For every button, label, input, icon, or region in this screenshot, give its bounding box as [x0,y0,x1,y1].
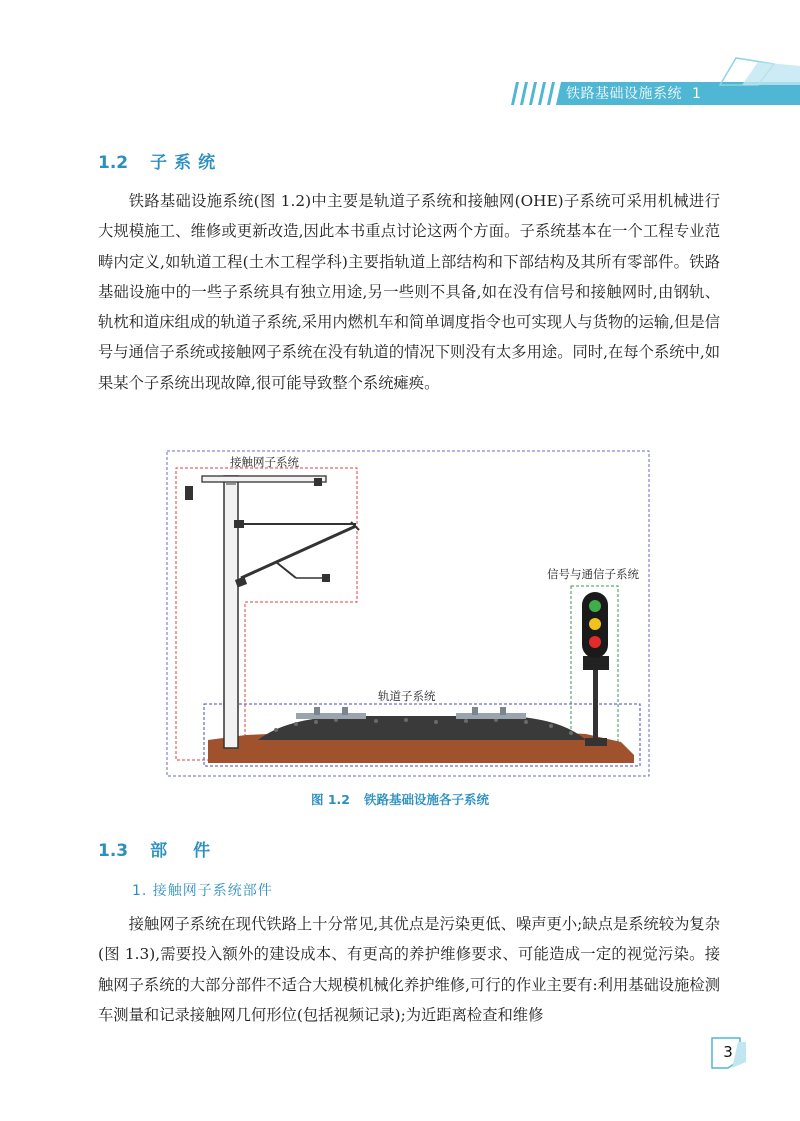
body-paragraph-ohe-components: 接触网子系统在现代铁路上十分常见,其优点是污染更低、噪声更小;缺点是系统较为复杂(图 1.3),需要投入额外的建设成本、有更高的养护维修要求、可能造成一定的视觉污染。接触网子系统的大部分部件不适合大规模机械化养护维修,可行的作业主要有:利用基础设施检测车测量和记录接触网几何形位(包括视频记录);为近距离检查和维修 [98,915,720,1024]
label-track-subsystem: 轨道子系统 [378,689,436,703]
header-chapter-number: 1 [692,86,702,102]
label-signal-subsystem: 信号与通信子系统 [547,567,639,581]
sleeper-left [296,707,366,719]
signal-green-light [589,600,601,612]
figure-caption [0,790,800,808]
section-title: 部件 [150,841,237,861]
sleeper-right [456,707,526,719]
body-paragraph-subsystems: 铁路基础设施系统(图 1.2)中主要是轨道子系统和接触网(OHE)子系统可采用机械进行大规模施工、维修或更新改造,因此本书重点讨论这两个方面。子系统基本在一个工程专业范畴内定义,如轨道工程(土木工程学科)主要指轨道上部结构和下部结构及其所有零部件。铁路基础设施中的一些子系统具有独立用途,另一些则不具备,如在没有信号和接触网时,由钢轨、轨枕和道床组成的轨道子系统,采用内燃机车和简单调度指令也可实现人与货物的运输,但是信号与通信子系统或接触网子系统在没有轨道的情况下则没有太多用途。同时,在每个系统中,如果某个子系统出现故障,很可能导致整个系统瘫痪。 [98,192,720,392]
section-heading-1-3 [98,836,236,861]
header-corner-decoration [712,56,800,86]
header-title [566,83,701,105]
railway-subsystems-figure [166,450,652,780]
ohe-mast [185,476,359,748]
ohe-switch-box [185,486,193,500]
section-number: 1.2 [98,153,129,173]
section-number: 1.3 [98,841,129,861]
signal-red-light [589,636,601,648]
signal-yellow-light [589,618,601,630]
header-title-text: 铁路基础设施系统 [566,86,682,102]
label-ohe-subsystem: 接触网子系统 [230,455,299,469]
subsection-heading: 1. 接触网子系统部件 [132,883,273,899]
section-title: 子系统 [150,153,223,173]
figure-caption-title: 铁路基础设施各子系统 [363,792,489,807]
cantilever-bracket [241,526,356,578]
header-stripes [505,82,565,105]
railway-signal [582,592,609,746]
page-number: 3 [723,1043,733,1061]
section-heading-1-2 [98,148,222,173]
figure-caption-number: 图 1.2 [310,792,350,807]
ballast-bed [258,716,586,740]
